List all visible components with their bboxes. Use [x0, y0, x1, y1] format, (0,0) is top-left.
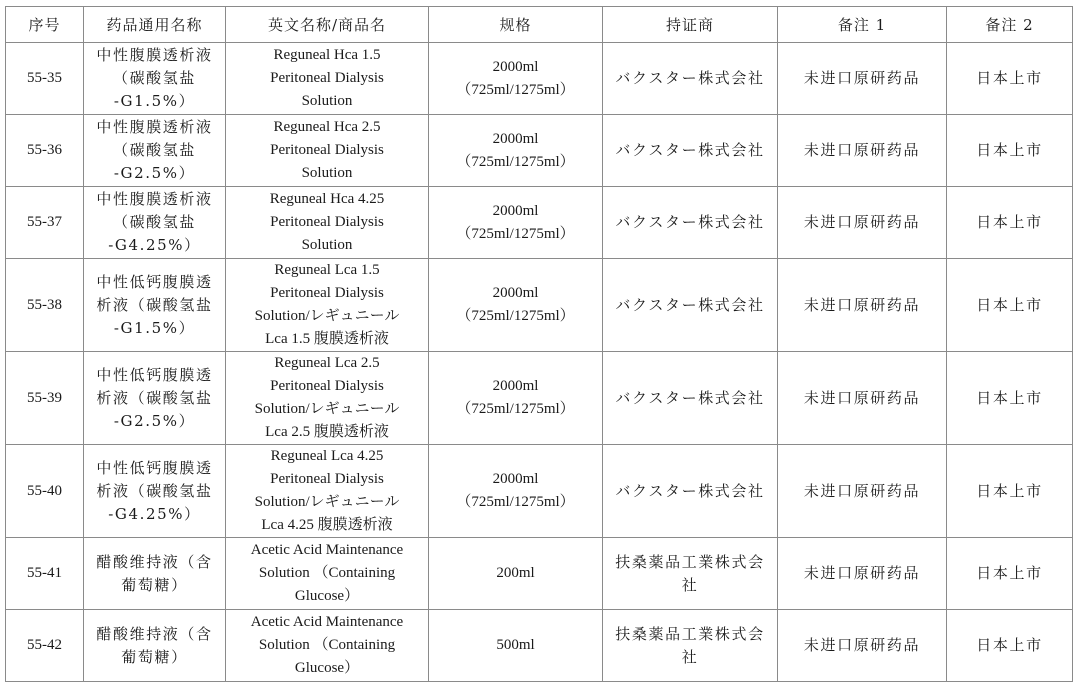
- table-row: [6, 538, 1073, 610]
- cell-note2: 日本上市: [947, 43, 1073, 115]
- cell-note1: 未进口原研药品: [778, 187, 947, 259]
- cell-note2: 日本上市: [947, 445, 1073, 538]
- header-holder: 持证商: [603, 7, 778, 43]
- cell-spec: 2000ml （725ml/1275ml）: [429, 115, 603, 187]
- cell-generic-name: 中性低钙腹膜透 析液（碳酸氢盐 -G1.5%）: [84, 259, 226, 352]
- cell-generic-name: 中性低钙腹膜透 析液（碳酸氢盐 -G2.5%）: [84, 352, 226, 445]
- cell-english-name: Reguneal Lca 1.5 Peritoneal Dialysis Solution/レギュニール Lca 1.5 腹膜透析液: [226, 259, 429, 352]
- header-generic-name: 药品通用名称: [84, 7, 226, 43]
- cell-note1: 未进口原研药品: [778, 445, 947, 538]
- cell-holder: バクスター株式会社: [603, 43, 778, 115]
- table-row: [6, 187, 1073, 259]
- cell-holder: バクスター株式会社: [603, 259, 778, 352]
- header-note1: 备注 1: [778, 7, 947, 43]
- cell-no: 55-37: [6, 187, 84, 259]
- table-row: [6, 352, 1073, 445]
- cell-holder: バクスター株式会社: [603, 352, 778, 445]
- table-row: [6, 43, 1073, 115]
- cell-english-name: Reguneal Hca 1.5 Peritoneal Dialysis Solution: [226, 43, 429, 115]
- table-row: [6, 115, 1073, 187]
- table-row: [6, 610, 1073, 682]
- cell-english-name: Reguneal Lca 4.25 Peritoneal Dialysis Solution/レギュニール Lca 4.25 腹膜透析液: [226, 445, 429, 538]
- cell-no: 55-42: [6, 610, 84, 682]
- cell-note1: 未进口原研药品: [778, 43, 947, 115]
- cell-english-name: Reguneal Hca 2.5 Peritoneal Dialysis Solution: [226, 115, 429, 187]
- cell-note1: 未进口原研药品: [778, 259, 947, 352]
- cell-english-name: Acetic Acid Maintenance Solution （Containing Glucose）: [226, 610, 429, 682]
- cell-english-name: Reguneal Lca 2.5 Peritoneal Dialysis Solution/レギュニール Lca 2.5 腹膜透析液: [226, 352, 429, 445]
- cell-english-name: Acetic Acid Maintenance Solution （Containing Glucose）: [226, 538, 429, 610]
- header-note2: 备注 2: [947, 7, 1073, 43]
- header-english-name: 英文名称/商品名: [226, 7, 429, 43]
- cell-note1: 未进口原研药品: [778, 538, 947, 610]
- cell-no: 55-35: [6, 43, 84, 115]
- cell-english-name: Reguneal Hca 4.25 Peritoneal Dialysis Solution: [226, 187, 429, 259]
- header-spec: 规格: [429, 7, 603, 43]
- cell-spec: 500ml: [429, 610, 603, 682]
- cell-generic-name: 醋酸维持液（含 葡萄糖）: [84, 610, 226, 682]
- cell-note2: 日本上市: [947, 187, 1073, 259]
- cell-generic-name: 中性腹膜透析液 （碳酸氢盐 -G1.5%）: [84, 43, 226, 115]
- table-row: [6, 445, 1073, 538]
- header-no: 序号: [6, 7, 84, 43]
- cell-spec: 2000ml （725ml/1275ml）: [429, 43, 603, 115]
- cell-generic-name: 中性腹膜透析液 （碳酸氢盐 -G4.25%）: [84, 187, 226, 259]
- table-row: [6, 259, 1073, 352]
- cell-no: 55-36: [6, 115, 84, 187]
- cell-holder: バクスター株式会社: [603, 187, 778, 259]
- cell-generic-name: 中性腹膜透析液 （碳酸氢盐 -G2.5%）: [84, 115, 226, 187]
- cell-note1: 未进口原研药品: [778, 352, 947, 445]
- cell-generic-name: 中性低钙腹膜透 析液（碳酸氢盐 -G4.25%）: [84, 445, 226, 538]
- cell-spec: 2000ml （725ml/1275ml）: [429, 187, 603, 259]
- cell-generic-name: 醋酸维持液（含 葡萄糖）: [84, 538, 226, 610]
- cell-no: 55-39: [6, 352, 84, 445]
- cell-spec: 2000ml （725ml/1275ml）: [429, 352, 603, 445]
- cell-note2: 日本上市: [947, 352, 1073, 445]
- cell-spec: 200ml: [429, 538, 603, 610]
- cell-spec: 2000ml （725ml/1275ml）: [429, 445, 603, 538]
- cell-no: 55-38: [6, 259, 84, 352]
- cell-note2: 日本上市: [947, 610, 1073, 682]
- cell-note2: 日本上市: [947, 115, 1073, 187]
- cell-holder: 扶桑薬品工業株式会 社: [603, 538, 778, 610]
- cell-spec: 2000ml （725ml/1275ml）: [429, 259, 603, 352]
- cell-no: 55-40: [6, 445, 84, 538]
- cell-note2: 日本上市: [947, 538, 1073, 610]
- cell-holder: 扶桑薬品工業株式会 社: [603, 610, 778, 682]
- cell-note2: 日本上市: [947, 259, 1073, 352]
- cell-note1: 未进口原研药品: [778, 115, 947, 187]
- drug-list-table: [5, 6, 1073, 682]
- cell-holder: バクスター株式会社: [603, 445, 778, 538]
- cell-holder: バクスター株式会社: [603, 115, 778, 187]
- header-row: [6, 7, 1073, 43]
- cell-note1: 未进口原研药品: [778, 610, 947, 682]
- cell-no: 55-41: [6, 538, 84, 610]
